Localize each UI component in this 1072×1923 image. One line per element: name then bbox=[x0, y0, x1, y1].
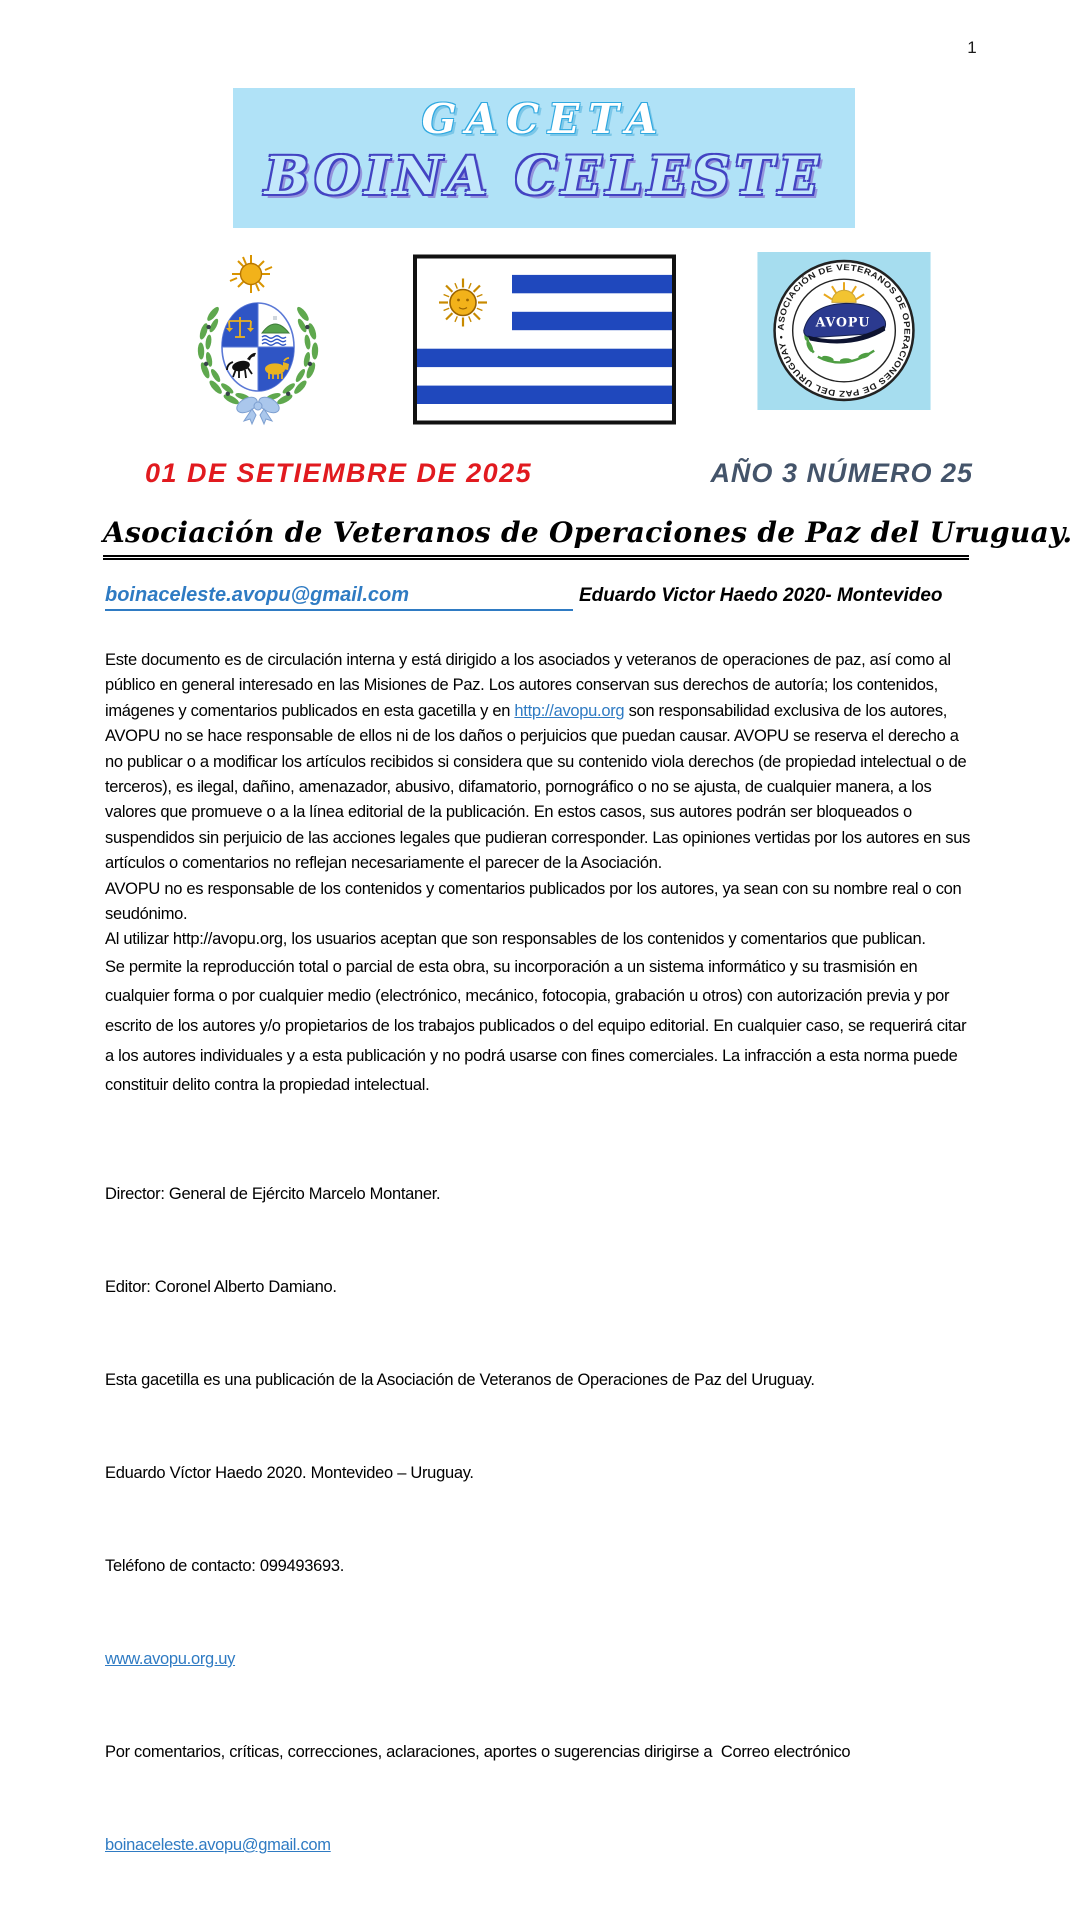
credit-editor: Editor: Coronel Alberto Damiano. bbox=[105, 1277, 337, 1296]
issue-number: AÑO 3 NÚMERO 25 bbox=[710, 458, 973, 488]
footer-email-link[interactable]: boinaceleste.avopu@gmail.com bbox=[105, 1835, 331, 1854]
disclaimer-paragraph-2: AVOPU no es responsable de los contenidos y comentarios publicados por los autores, ya sean con su nombre real o con seudónimo. bbox=[105, 879, 962, 924]
masthead-address: Eduardo Victor Haedo 2020- Montevideo bbox=[579, 585, 943, 606]
shield-oval bbox=[222, 303, 294, 391]
disclaimer-paragraph-4: Se permite la reproducción total o parcial de esta obra, su incorporación a un sistema informático y su trasmisión en cualquier forma o por cualquier medio (electrónico, mecánico, fotocopia, grabación u otros) con autorización previa y por escrito de los autores y/o propietarios de los trabajos publicados o del equipo editorial. En cualquier caso, se requerirá citar a los autores individuales y a esta publicación y no podrá usarse con fines comerciales. La infracción a esta norma puede constituir delito contra la propiedad intelectual. bbox=[105, 957, 967, 1095]
uruguay-coat-of-arms-image bbox=[186, 248, 336, 430]
uruguay-flag-image bbox=[413, 254, 676, 425]
masthead-email-underline bbox=[105, 584, 573, 611]
credit-phone: Teléfono de contacto: 099493693. bbox=[105, 1556, 345, 1575]
association-title: Asociación de Veteranos de Operaciones de Paz del Uruguay. bbox=[103, 516, 969, 560]
avopu-ring-text: ASOCIACIÓN DE VETERANOS DE OPERACIONES DE PAZ DEL URUGUAY • bbox=[775, 262, 913, 399]
disclaimer-paragraph-1 bbox=[105, 648, 971, 877]
avopu-center-text: AVOPU bbox=[815, 314, 871, 330]
banner-title-gaceta: GACETA bbox=[421, 95, 667, 143]
dateline bbox=[105, 458, 973, 489]
credit-email-row bbox=[105, 1830, 971, 1861]
flag-sun-icon bbox=[439, 279, 487, 327]
credit-address: Eduardo Víctor Haedo 2020. Montevideo – Uruguay. bbox=[105, 1463, 474, 1482]
avopu-logo-image bbox=[757, 252, 931, 410]
banner-title-boina-celeste: BOINA CELESTE bbox=[264, 146, 824, 207]
body-text-column bbox=[105, 648, 971, 1923]
credit-publication: Esta gacetilla es una publicación de la Asociación de Veteranos de Operaciones de Paz del Uruguay. bbox=[105, 1370, 815, 1389]
masthead-banner bbox=[233, 88, 855, 228]
p1-text-before-link: Este documento es de circulación interna y está dirigido a los asociados y veteranos de operaciones de paz, así como al público en general interesado en las Misiones de Paz. Los autores conservan sus derechos de autoría; los contenidos, imágenes y comentarios publicados en esta gacetilla y en bbox=[105, 651, 951, 720]
p1-text-after-link: son responsabilidad exclusiva de los autores, AVOPU no se hace responsable de ellos ni de los daños o perjuicios que puedan causar. AVOPU se reserva el derecho a no publicar o a modificar los artículos recibidos si considera que su contenido viola derechos (de propiedad intelectual o de terceros), es ilegal, dañino, amenazador, abusivo, difamatorio, pornográfico o no se ajusta, de cualquier manera, a los valores que promueve o a la línea editorial de la publicación. En estos casos, sus autores podrán ser bloqueados o suspendidos sin perjuicio de las acciones legales que pudieran corresponder. Las opiniones vertidas por los autores en sus artículos o comentarios no reflejan necesariamente el parecer de la Asociación. bbox=[105, 701, 971, 873]
coat-sun-icon bbox=[230, 255, 272, 293]
credit-website-row bbox=[105, 1644, 971, 1675]
issue-date: 01 DE SETIEMBRE DE 2025 bbox=[145, 458, 533, 488]
masthead-email-link[interactable]: boinaceleste.avopu@gmail.com bbox=[105, 584, 410, 606]
page-number: 1 bbox=[967, 38, 977, 57]
website-link[interactable]: www.avopu.org.uy bbox=[105, 1649, 236, 1668]
disclaimer-paragraph-3: Al utilizar http://avopu.org, los usuarios aceptan que son responsables de los contenidos y comentarios que publican. bbox=[105, 930, 926, 949]
contact-line bbox=[105, 584, 971, 611]
credit-director: Director: General de Ejército Marcelo Montaner. bbox=[105, 1184, 441, 1203]
avopu-org-link[interactable]: http://avopu.org bbox=[514, 701, 625, 720]
credits-block bbox=[105, 1117, 971, 1923]
credit-contact-note: Por comentarios, críticas, correcciones, aclaraciones, aportes o sugerencias dirigirse a Correo electrónico bbox=[105, 1742, 851, 1761]
